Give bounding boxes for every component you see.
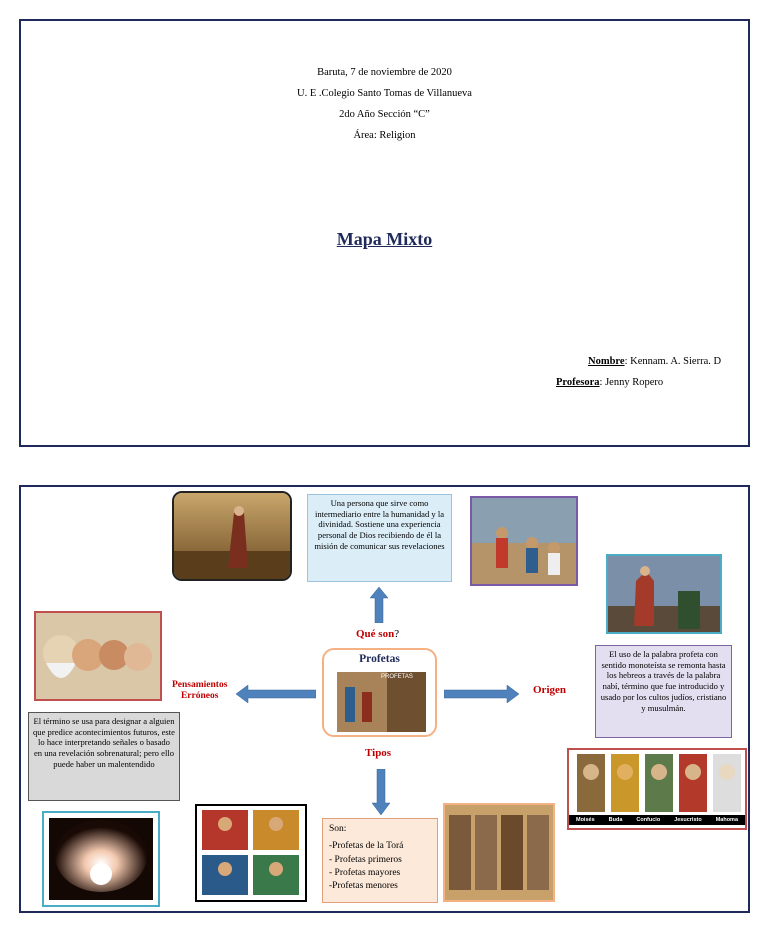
profesora-label: Profesora bbox=[556, 377, 600, 388]
prophet-moses-image bbox=[606, 554, 722, 634]
profesora-value: : Jenny Ropero bbox=[599, 377, 664, 388]
cover-school: U. E .Colegio Santo Tomas de Villanueva bbox=[297, 88, 472, 99]
prophets-faces-image bbox=[34, 611, 162, 701]
nombre-label: Nombre bbox=[588, 356, 625, 367]
origen-box: El uso de la palabra profeta con sentido monoteísta se remonta hasta los hebreos a través de la palabra nabí, término que fue introducido y usado por los cultos judíos, cristiano y musulmán. bbox=[595, 645, 732, 738]
nombre-line bbox=[588, 356, 721, 367]
tipos-item: - Profetas mayores bbox=[329, 867, 401, 878]
arrow-right-icon bbox=[444, 685, 519, 703]
arrow-up-icon bbox=[370, 587, 388, 623]
founder-name: Moisés bbox=[575, 817, 595, 823]
nombre-value: : Kennam. A. Sierra. D bbox=[624, 356, 722, 367]
pensamientos-label: Pensamientos Erróneos bbox=[172, 680, 228, 702]
tipos-item: - Profetas primeros bbox=[329, 854, 402, 865]
tipos-item: -Profetas menores bbox=[329, 881, 398, 892]
cover-area: Área: Religion bbox=[353, 130, 416, 141]
definition-box: Una persona que sirve como intermediario entre la humanidad y la divinidad. Sostiene una experiencia personal de Dios recibiendo de él la misión de comunicar sus revelaciones bbox=[307, 494, 452, 582]
founder-name: Mahoma bbox=[715, 817, 738, 823]
concept-map-page bbox=[19, 485, 750, 913]
pensamientos-box: El término se usa para designar a alguien que predice acontecimientos futuros, este lo hace interpretando señales o basado en una revelación sobrenatural; pero ello puede haber un malentendido bbox=[28, 712, 180, 801]
tipos-box bbox=[322, 818, 438, 903]
que-son-label: Qué son? bbox=[356, 628, 400, 640]
arrow-down-icon bbox=[372, 769, 390, 815]
founder-name: Buda bbox=[608, 817, 623, 823]
founder-name: Confucio bbox=[636, 817, 661, 823]
arrow-left-icon bbox=[236, 685, 316, 703]
crystal-ball-image bbox=[42, 811, 160, 907]
center-concept-box bbox=[322, 648, 437, 737]
founders-names bbox=[569, 815, 745, 825]
profesora-line bbox=[556, 377, 663, 388]
cover-page bbox=[19, 19, 750, 447]
center-image-caption: PROFETAS bbox=[381, 674, 413, 680]
tipos-heading: Son: bbox=[329, 824, 347, 834]
origen-label: Origen bbox=[533, 684, 566, 696]
evangelists-icons-image bbox=[195, 804, 307, 902]
cover-title: Mapa Mixto bbox=[336, 229, 433, 249]
tipos-item: -Profetas de la Torá bbox=[329, 841, 404, 852]
founder-name: Jesucristo bbox=[674, 817, 702, 823]
cover-date: Baruta, 7 de noviembre de 2020 bbox=[317, 67, 452, 78]
tipos-label: Tipos bbox=[365, 747, 392, 759]
prophet-preaching-image bbox=[470, 496, 578, 586]
cover-section: 2do Año Sección “C” bbox=[339, 109, 430, 120]
center-title: Profetas bbox=[359, 653, 400, 665]
prophet-mountain-image bbox=[172, 491, 292, 581]
center-prophets-image bbox=[337, 672, 426, 732]
religious-founders-image bbox=[567, 748, 747, 830]
prophets-mural-image bbox=[443, 803, 555, 902]
